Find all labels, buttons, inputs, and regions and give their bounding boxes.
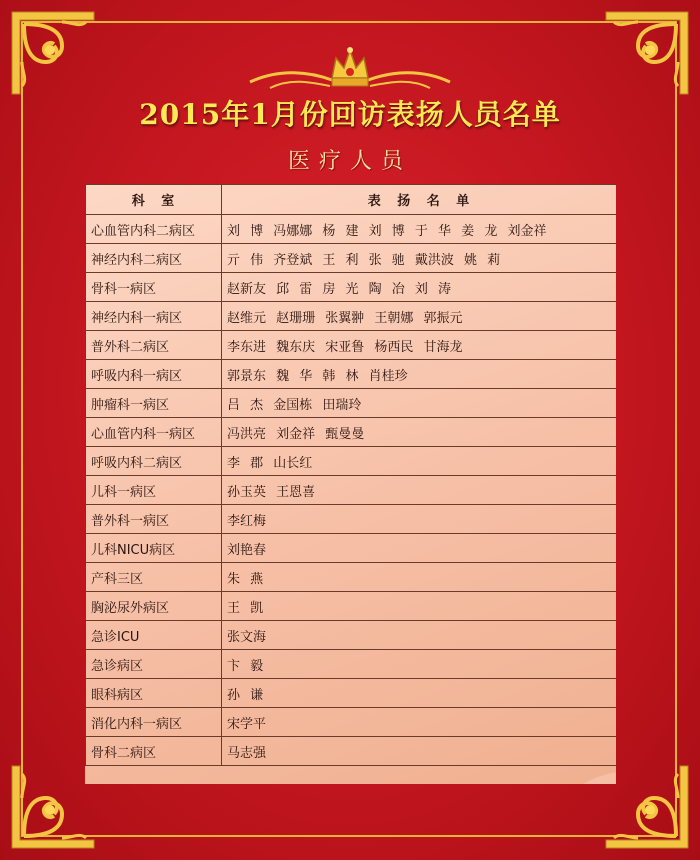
honor-list-table — [85, 184, 616, 766]
department-cell: 眼科病区 — [86, 679, 222, 708]
table-row — [86, 273, 617, 302]
names-cell: 朱 燕 — [222, 563, 617, 592]
section-subtitle: 医疗人员 — [287, 149, 412, 174]
table-row — [86, 737, 617, 766]
department-cell: 普外科一病区 — [86, 505, 222, 534]
names-cell: 李 郡 山长红 — [222, 447, 617, 476]
names-cell: 张文海 — [222, 621, 617, 650]
table-row — [86, 244, 617, 273]
names-cell: 赵维元 赵珊珊 张翼翀 王朝娜 郭振元 — [222, 302, 617, 331]
corner-ornament-icon — [604, 764, 690, 850]
department-cell: 急诊ICU — [86, 621, 222, 650]
table-row — [86, 505, 617, 534]
table-row — [86, 592, 617, 621]
names-cell: 冯洪亮 刘金祥 甄曼曼 — [222, 418, 617, 447]
department-cell: 呼吸内科一病区 — [86, 360, 222, 389]
department-cell: 肿瘤科一病区 — [86, 389, 222, 418]
page-title: 2015年1月份回访表扬人员名单 — [139, 98, 561, 131]
names-cell: 李红梅 — [222, 505, 617, 534]
names-cell: 王 凯 — [222, 592, 617, 621]
department-cell: 消化内科一病区 — [86, 708, 222, 737]
table-header-row — [86, 185, 617, 215]
corner-ornament-icon — [10, 10, 96, 96]
names-cell: 孙 谦 — [222, 679, 617, 708]
department-cell: 呼吸内科二病区 — [86, 447, 222, 476]
names-cell: 孙玉英 王恩喜 — [222, 476, 617, 505]
department-cell: 胸泌尿外病区 — [86, 592, 222, 621]
names-cell: 赵新友 邱 雷 房 光 陶 冶 刘 涛 — [222, 273, 617, 302]
table-row — [86, 650, 617, 679]
names-cell: 郭景东 魏 华 韩 林 肖桂珍 — [222, 360, 617, 389]
crown-icon — [240, 38, 460, 98]
table-row — [86, 389, 617, 418]
department-cell: 骨科二病区 — [86, 737, 222, 766]
names-cell: 宋学平 — [222, 708, 617, 737]
table-row — [86, 360, 617, 389]
table-row — [86, 215, 617, 244]
names-cell: 刘 博 冯娜娜 杨 建 刘 博 于 华 姜 龙 刘金祥 — [222, 215, 617, 244]
names-cell: 刘艳春 — [222, 534, 617, 563]
department-cell: 心血管内科一病区 — [86, 418, 222, 447]
column-header-department: 科 室 — [86, 185, 222, 215]
honor-list-table-panel — [85, 184, 616, 784]
names-cell: 李东进 魏东庆 宋亚鲁 杨西民 甘海龙 — [222, 331, 617, 360]
department-cell: 儿科NICU病区 — [86, 534, 222, 563]
department-cell: 神经内科一病区 — [86, 302, 222, 331]
names-cell: 卞 毅 — [222, 650, 617, 679]
names-cell: 吕 杰 金国栋 田瑞玲 — [222, 389, 617, 418]
department-cell: 心血管内科二病区 — [86, 215, 222, 244]
department-cell: 骨科一病区 — [86, 273, 222, 302]
table-row — [86, 476, 617, 505]
names-cell: 亓 伟 齐登斌 王 利 张 驰 戴洪波 姚 莉 — [222, 244, 617, 273]
table-row — [86, 621, 617, 650]
corner-ornament-icon — [604, 10, 690, 96]
corner-ornament-icon — [10, 764, 96, 850]
department-cell: 神经内科二病区 — [86, 244, 222, 273]
column-header-names: 表 扬 名 单 — [222, 185, 617, 215]
department-cell: 产科三区 — [86, 563, 222, 592]
table-row — [86, 708, 617, 737]
names-cell: 马志强 — [222, 737, 617, 766]
table-row — [86, 302, 617, 331]
department-cell: 儿科一病区 — [86, 476, 222, 505]
table-row — [86, 447, 617, 476]
department-cell: 普外科二病区 — [86, 331, 222, 360]
table-row — [86, 534, 617, 563]
table-row — [86, 418, 617, 447]
table-row — [86, 563, 617, 592]
table-row — [86, 679, 617, 708]
department-cell: 急诊病区 — [86, 650, 222, 679]
table-row — [86, 331, 617, 360]
